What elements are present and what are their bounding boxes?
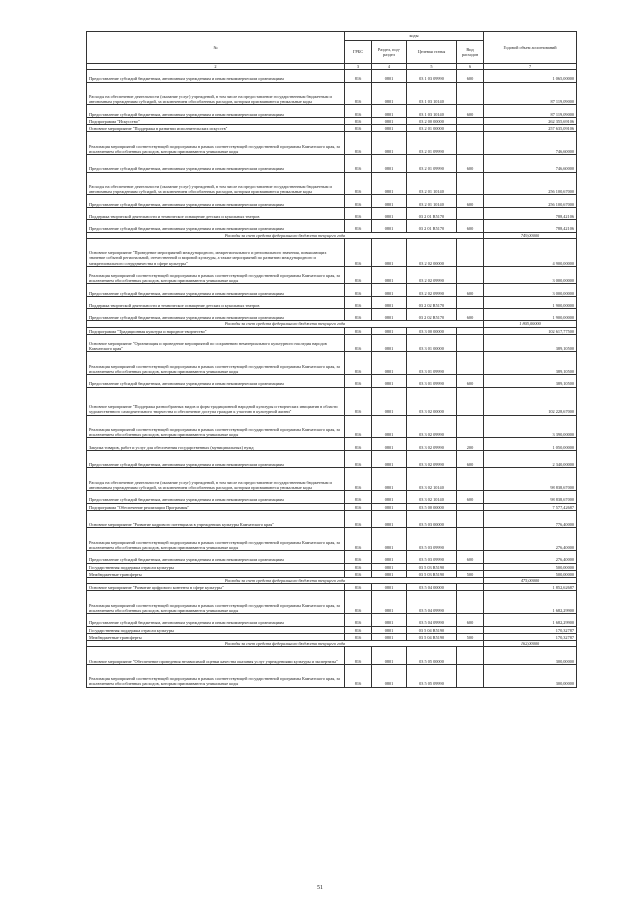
grbs-code: 816 — [345, 664, 372, 687]
target-article-code: 03 2 02 00000 — [407, 238, 457, 266]
row-amount: 102 228,67000 — [484, 387, 577, 415]
expense-type-code — [457, 503, 484, 510]
target-article-code: 03 2 01 10140 — [407, 195, 457, 207]
razdel-code: 0801 — [372, 117, 407, 124]
table-row — [87, 450, 577, 468]
row-name: Предоставление субсидий бюджетным, автономным учреждениям и иным некоммерческим организациям — [87, 375, 345, 387]
target-article-code: 03 5 03 09990 — [407, 551, 457, 563]
row-amount: 262 355,69106 — [484, 117, 577, 124]
row-amount: 788,42106 — [484, 220, 577, 232]
column-number: 7 — [484, 64, 577, 70]
header-razdel: Раздел, под-раздел — [372, 41, 407, 64]
row-name: Реализация мероприятий соответствующей подпрограммы в рамках соответствующей государственной программы Камчатского края, за исключением обособленных расходов, которым присваиваются уникальные коды — [87, 528, 345, 551]
note-amount: 1 805,00000 — [484, 321, 577, 327]
expense-type-code: 600 — [457, 284, 484, 296]
grbs-code: 816 — [345, 195, 372, 207]
target-article-code: 03 2 01 R5170 — [407, 207, 457, 219]
razdel-code: 0801 — [372, 334, 407, 352]
table-row — [87, 220, 577, 232]
target-article-code: 03 3 02 09990 — [407, 450, 457, 468]
razdel-code: 0801 — [372, 207, 407, 219]
row-name: Межбюджетные трансферты — [87, 570, 345, 577]
table-row — [87, 375, 577, 387]
razdel-code: 0801 — [372, 591, 407, 614]
razdel-code: 0801 — [372, 468, 407, 491]
row-name: Реализация мероприятий соответствующей подпрограммы в рамках соответствующей государственной программы Камчатского края, за исключением обособленных расходов, которым присваиваются уникальные коды — [87, 352, 345, 375]
table-body — [87, 64, 577, 688]
row-amount: 3 000,00000 — [484, 284, 577, 296]
table-row — [87, 105, 577, 117]
table-row — [87, 70, 577, 82]
expense-type-code: 600 — [457, 491, 484, 503]
grbs-code: 816 — [345, 105, 372, 117]
grbs-code: 816 — [345, 551, 372, 563]
grbs-code: 816 — [345, 327, 372, 334]
expense-type-code — [457, 647, 484, 665]
row-name: Предоставление субсидий бюджетным, автономным учреждениям и иным некоммерческим организациям — [87, 220, 345, 232]
row-name: Предоставление субсидий бюджетным, автономным учреждениям и иным некоммерческим организациям — [87, 614, 345, 626]
expense-type-code: 500 — [457, 570, 484, 577]
table-row — [87, 563, 577, 570]
row-amount: 2 340,00000 — [484, 450, 577, 468]
row-amount: 170,32787 — [484, 633, 577, 640]
expense-type-code — [457, 207, 484, 219]
header-celevaya: Целевая статья — [407, 41, 457, 64]
razdel-code: 0801 — [372, 327, 407, 334]
target-article-code: 03 5 03 00000 — [407, 510, 457, 528]
row-name: Реализация мероприятий соответствующей подпрограммы в рамках соответствующей государственной программы Камчатского края, за исключением обособленных расходов, которым присваиваются уникальные коды — [87, 132, 345, 155]
row-name: Расходы на обеспечение деятельности (оказание услуг) учреждений, в том числе на предоставление государственным бюджетным и автономным учреждениям субсидий, за исключением обособленных расходов, которым присваиваются уникальные коды — [87, 172, 345, 195]
razdel-code: 0801 — [372, 220, 407, 232]
expense-type-code — [457, 327, 484, 334]
target-article-code: 03 2 02 09990 — [407, 284, 457, 296]
razdel-code: 0801 — [372, 238, 407, 266]
expense-type-code: 600 — [457, 195, 484, 207]
row-amount: 87 119,09000 — [484, 82, 577, 105]
target-article-code: 03 5 05 00000 — [407, 647, 457, 665]
budget-table — [86, 31, 577, 688]
target-article-code: 03 3 01 00000 — [407, 334, 457, 352]
row-amount: 170,32787 — [484, 626, 577, 633]
razdel-code: 0801 — [372, 309, 407, 321]
razdel-code: 0801 — [372, 415, 407, 438]
row-amount: 389,10500 — [484, 375, 577, 387]
grbs-code: 816 — [345, 503, 372, 510]
razdel-code: 0801 — [372, 551, 407, 563]
grbs-code: 816 — [345, 570, 372, 577]
razdel-code: 0801 — [372, 124, 407, 131]
razdel-code: 0801 — [372, 375, 407, 387]
grbs-code: 816 — [345, 614, 372, 626]
column-number: 6 — [457, 64, 484, 70]
razdel-code: 0801 — [372, 528, 407, 551]
table-row — [87, 570, 577, 577]
grbs-code: 816 — [345, 296, 372, 308]
grbs-code: 816 — [345, 334, 372, 352]
expense-type-code: 600 — [457, 375, 484, 387]
row-name: Предоставление субсидий бюджетным, автономным учреждениям и иным некоммерческим организациям — [87, 70, 345, 82]
row-name: Предоставление субсидий бюджетным, автономным учреждениям и иным некоммерческим организациям — [87, 309, 345, 321]
note-amount: 475,00000 — [484, 577, 577, 583]
grbs-code: 816 — [345, 82, 372, 105]
row-name: Основное мероприятие "Развитие цифрового контента в сфере культуры" — [87, 584, 345, 591]
note-label: Расходы за счет средств федерального бюджета текущего года — [87, 321, 484, 327]
expense-type-code — [457, 626, 484, 633]
grbs-code: 816 — [345, 626, 372, 633]
grbs-code: 816 — [345, 154, 372, 172]
grbs-code: 816 — [345, 70, 372, 82]
expense-type-code — [457, 82, 484, 105]
table-row — [87, 528, 577, 551]
column-number: 4 — [372, 64, 407, 70]
row-name: Основное мероприятие "Поддержка разнообразных видов и форм традиционной народной культуры и творческих инициатив в области художественного самодеятельного творчества и обеспечение доступа граждан к участию в культурной жизни" — [87, 387, 345, 415]
table-row — [87, 172, 577, 195]
row-name: Реализация мероприятий соответствующей подпрограммы в рамках соответствующей государственной программы Камчатского края, за исключением обособленных расходов, которым присваиваются уникальные коды — [87, 591, 345, 614]
row-amount: 4 900,00000 — [484, 238, 577, 266]
grbs-code: 816 — [345, 238, 372, 266]
row-amount: 1 682,29900 — [484, 614, 577, 626]
row-name: Основное мероприятие "Развитие кадрового потенциала в учреждениях культуры Камчатского края" — [87, 510, 345, 528]
expense-type-code — [457, 266, 484, 284]
row-name: Основное мероприятие "Поддержка в развитии исполнительских искусств" — [87, 124, 345, 131]
row-name: Поддержка творческой деятельности и техническое оснащение детских и кукольных театров — [87, 207, 345, 219]
expense-type-code — [457, 415, 484, 438]
razdel-code: 0801 — [372, 132, 407, 155]
table-row — [87, 510, 577, 528]
target-article-code: 03 5 03 R5190 — [407, 563, 457, 570]
row-name: Подпрограмма "Искусство" — [87, 117, 345, 124]
expense-type-code — [457, 563, 484, 570]
note-amount: 749,00000 — [484, 232, 577, 238]
target-article-code: 03 5 03 09990 — [407, 528, 457, 551]
expense-type-code — [457, 510, 484, 528]
razdel-code: 0801 — [372, 352, 407, 375]
row-amount: 788,42106 — [484, 207, 577, 219]
razdel-code: 0801 — [372, 195, 407, 207]
table-row — [87, 309, 577, 321]
target-article-code: 03 2 01 R5170 — [407, 220, 457, 232]
razdel-code: 0801 — [372, 172, 407, 195]
row-name: Предоставление субсидий бюджетным, автономным учреждениям и иным некоммерческим организациям — [87, 450, 345, 468]
target-article-code: 03 1 03 10140 — [407, 105, 457, 117]
row-amount: 500,00000 — [484, 563, 577, 570]
row-name: Основное мероприятие "Проведение мероприятий международного, межрегионального и регионального значения, повышающих значение событий региональной, отечественной и мировой культуры, а также мероприятий по развитию международного и межрегионального сотрудничества в сфере культуры" — [87, 238, 345, 266]
header-total: Годовой объем ассигнований — [484, 32, 577, 64]
row-amount: 276,40000 — [484, 528, 577, 551]
grbs-code: 816 — [345, 415, 372, 438]
expense-type-code — [457, 172, 484, 195]
row-name: Межбюджетные трансферты — [87, 633, 345, 640]
column-number: 3 — [345, 64, 372, 70]
table-row — [87, 415, 577, 438]
note-label: Расходы за счет средств федерального бюджета текущего года — [87, 640, 484, 646]
expense-type-code: 600 — [457, 70, 484, 82]
razdel-code: 0801 — [372, 510, 407, 528]
razdel-code: 0801 — [372, 614, 407, 626]
expense-type-code: 600 — [457, 450, 484, 468]
grbs-code: 816 — [345, 220, 372, 232]
table-row — [87, 633, 577, 640]
table-row — [87, 154, 577, 172]
expense-type-code: 200 — [457, 438, 484, 450]
row-amount: 1 682,29900 — [484, 591, 577, 614]
grbs-code: 816 — [345, 591, 372, 614]
row-name: Реализация мероприятий соответствующей подпрограммы в рамках соответствующей государственной программы Камчатского края, за исключением обособленных расходов, которым присваиваются уникальные коды — [87, 664, 345, 687]
table-row — [87, 438, 577, 450]
row-amount: 389,10500 — [484, 352, 577, 375]
grbs-code: 816 — [345, 132, 372, 155]
target-article-code: 03 3 02 10140 — [407, 468, 457, 491]
note-amount: 162,00000 — [484, 640, 577, 646]
row-amount: 1 900,00000 — [484, 296, 577, 308]
grbs-code: 816 — [345, 633, 372, 640]
razdel-code: 0801 — [372, 503, 407, 510]
row-amount: 776,40000 — [484, 510, 577, 528]
row-amount: 300,00000 — [484, 647, 577, 665]
table-row — [87, 284, 577, 296]
razdel-code: 0801 — [372, 633, 407, 640]
razdel-code: 0801 — [372, 266, 407, 284]
table-row — [87, 584, 577, 591]
expense-type-code — [457, 468, 484, 491]
row-amount: 300,00000 — [484, 664, 577, 687]
grbs-code: 816 — [345, 172, 372, 195]
target-article-code: 03 3 02 10140 — [407, 491, 457, 503]
target-article-code: 03 3 02 09990 — [407, 438, 457, 450]
row-name: Основное мероприятие "Обеспечение проведения независимой оценки качества оказания услуг учреждениями культуры и экспертизы" — [87, 647, 345, 665]
row-amount: 746,60000 — [484, 132, 577, 155]
header-codes: коды — [345, 32, 484, 41]
target-article-code: 03 2 02 09990 — [407, 266, 457, 284]
grbs-code: 816 — [345, 450, 372, 468]
grbs-code: 816 — [345, 266, 372, 284]
expense-type-code — [457, 584, 484, 591]
grbs-code: 816 — [345, 491, 372, 503]
row-amount: 102 617,77500 — [484, 327, 577, 334]
row-amount: 1 900,00000 — [484, 309, 577, 321]
expense-type-code — [457, 238, 484, 266]
expense-type-code: 600 — [457, 309, 484, 321]
grbs-code: 816 — [345, 207, 372, 219]
grbs-code: 816 — [345, 124, 372, 131]
razdel-code: 0801 — [372, 387, 407, 415]
razdel-code: 0801 — [372, 154, 407, 172]
table-row — [87, 207, 577, 219]
table-row — [87, 387, 577, 415]
expense-type-code — [457, 334, 484, 352]
razdel-code: 0801 — [372, 647, 407, 665]
expense-type-code — [457, 296, 484, 308]
expense-type-code — [457, 352, 484, 375]
header-grbs: ГРБС — [345, 41, 372, 64]
table-row — [87, 327, 577, 334]
row-amount: 7 577,42687 — [484, 503, 577, 510]
row-amount: 256 100,67000 — [484, 172, 577, 195]
grbs-code: 816 — [345, 309, 372, 321]
expense-type-code: 600 — [457, 551, 484, 563]
grbs-code: 816 — [345, 352, 372, 375]
table-row — [87, 82, 577, 105]
target-article-code: 03 5 04 R5190 — [407, 633, 457, 640]
target-article-code: 03 5 04 09990 — [407, 591, 457, 614]
razdel-code: 0801 — [372, 296, 407, 308]
target-article-code: 03 2 02 R5170 — [407, 309, 457, 321]
razdel-code: 0801 — [372, 563, 407, 570]
table-row — [87, 266, 577, 284]
table-row — [87, 334, 577, 352]
row-amount: 257 635,09106 — [484, 124, 577, 131]
target-article-code: 03 2 02 R5170 — [407, 296, 457, 308]
page-number: 51 — [317, 885, 323, 891]
grbs-code: 816 — [345, 375, 372, 387]
row-name: Государственная поддержка отрасли культуры — [87, 626, 345, 633]
row-amount: 500,00000 — [484, 570, 577, 577]
row-name: Предоставление субсидий бюджетным, автономным учреждениям и иным некоммерческим организациям — [87, 195, 345, 207]
grbs-code: 816 — [345, 387, 372, 415]
expense-type-code: 600 — [457, 220, 484, 232]
expense-type-code — [457, 591, 484, 614]
target-article-code: 03 5 00 00000 — [407, 503, 457, 510]
table-row — [87, 664, 577, 687]
target-article-code: 03 1 03 10140 — [407, 82, 457, 105]
row-amount: 98 838,67000 — [484, 491, 577, 503]
table-row — [87, 468, 577, 491]
target-article-code: 03 5 03 R5190 — [407, 570, 457, 577]
target-article-code: 03 2 01 09990 — [407, 154, 457, 172]
table-row — [87, 117, 577, 124]
target-article-code: 03 1 03 09990 — [407, 70, 457, 82]
razdel-code: 0801 — [372, 664, 407, 687]
expense-type-code — [457, 124, 484, 131]
row-amount: 1 050,00000 — [484, 438, 577, 450]
row-amount: 3 390,00000 — [484, 415, 577, 438]
row-amount: 256 100,67000 — [484, 195, 577, 207]
table-row — [87, 647, 577, 665]
header-num: № — [87, 32, 345, 64]
razdel-code: 0801 — [372, 584, 407, 591]
table-row — [87, 132, 577, 155]
expense-type-code — [457, 117, 484, 124]
table-row — [87, 503, 577, 510]
row-amount: 276,40000 — [484, 551, 577, 563]
row-amount: 98 838,67000 — [484, 468, 577, 491]
row-name: Государственная поддержка отрасли культуры — [87, 563, 345, 570]
column-number: 2 — [87, 64, 345, 70]
table-row — [87, 491, 577, 503]
row-name: Предоставление субсидий бюджетным, автономным учреждениям и иным некоммерческим организациям — [87, 154, 345, 172]
target-article-code: 03 5 04 00000 — [407, 584, 457, 591]
target-article-code: 03 2 00 00000 — [407, 117, 457, 124]
note-label: Расходы за счет средств федерального бюджета текущего года — [87, 232, 484, 238]
header-vid: Вид расходов — [457, 41, 484, 64]
target-article-code: 03 3 02 09990 — [407, 415, 457, 438]
grbs-code: 816 — [345, 584, 372, 591]
row-name: Расходы на обеспечение деятельности (оказание услуг) учреждений, в том числе на предоставление государственным бюджетным и автономным учреждениям субсидий, за исключением обособленных расходов, которым присваиваются уникальные коды — [87, 82, 345, 105]
razdel-code: 0801 — [372, 450, 407, 468]
row-amount: 3 000,00000 — [484, 266, 577, 284]
razdel-code: 0801 — [372, 491, 407, 503]
table-row — [87, 124, 577, 131]
row-name: Реализация мероприятий соответствующей подпрограммы в рамках соответствующей государственной программы Камчатского края, за исключением обособленных расходов, которым присваиваются уникальные коды — [87, 266, 345, 284]
expense-type-code — [457, 387, 484, 415]
expense-type-code: 600 — [457, 154, 484, 172]
row-amount: 389,10500 — [484, 334, 577, 352]
row-name: Реализация мероприятий соответствующей подпрограммы в рамках соответствующей государственной программы Камчатского края, за исключением обособленных расходов, которым присваиваются уникальные коды — [87, 415, 345, 438]
expense-type-code — [457, 664, 484, 687]
row-name: Расходы на обеспечение деятельности (оказание услуг) учреждений, в том числе на предоставление государственным бюджетным и автономным учреждениям субсидий, за исключением обособленных расходов, которым присваиваются уникальные коды — [87, 468, 345, 491]
target-article-code: 03 5 04 09990 — [407, 614, 457, 626]
table-row — [87, 626, 577, 633]
grbs-code: 816 — [345, 438, 372, 450]
row-amount: 87 119,09000 — [484, 105, 577, 117]
expense-type-code — [457, 132, 484, 155]
table-row — [87, 352, 577, 375]
row-name: Подпрограмма "Обеспечение реализации Программы" — [87, 503, 345, 510]
razdel-code: 0801 — [372, 70, 407, 82]
grbs-code: 816 — [345, 284, 372, 296]
row-name: Предоставление субсидий бюджетным, автономным учреждениям и иным некоммерческим организациям — [87, 284, 345, 296]
row-amount: 1 065,00000 — [484, 70, 577, 82]
razdel-code: 0801 — [372, 284, 407, 296]
grbs-code: 816 — [345, 510, 372, 528]
target-article-code: 03 2 01 10140 — [407, 172, 457, 195]
grbs-code: 816 — [345, 468, 372, 491]
grbs-code: 816 — [345, 117, 372, 124]
table-row — [87, 551, 577, 563]
target-article-code: 03 5 05 09990 — [407, 664, 457, 687]
target-article-code: 03 3 00 00000 — [407, 327, 457, 334]
razdel-code: 0801 — [372, 82, 407, 105]
row-name: Поддержка творческой деятельности и техническое оснащение детских и кукольных театров — [87, 296, 345, 308]
grbs-code: 816 — [345, 563, 372, 570]
row-name: Основное мероприятие "Организация и проведение мероприятий по сохранению нематериального культурного наследия народов Камчатского края" — [87, 334, 345, 352]
razdel-code: 0801 — [372, 438, 407, 450]
razdel-code: 0801 — [372, 626, 407, 633]
note-label: Расходы за счет средств федерального бюджета текущего года — [87, 577, 484, 583]
table-row — [87, 614, 577, 626]
expense-type-code: 600 — [457, 614, 484, 626]
row-name: Предоставление субсидий бюджетным, автономным учреждениям и иным некоммерческим организациям — [87, 551, 345, 563]
row-amount: 1 852,62687 — [484, 584, 577, 591]
table-row — [87, 238, 577, 266]
target-article-code: 03 2 01 09990 — [407, 132, 457, 155]
row-name: Закупка товаров, работ и услуг для обеспечения государственных (муниципальных) нужд — [87, 438, 345, 450]
razdel-code: 0801 — [372, 570, 407, 577]
row-name: Предоставление субсидий бюджетным, автономным учреждениям и иным некоммерческим организациям — [87, 105, 345, 117]
target-article-code: 03 3 01 09990 — [407, 352, 457, 375]
target-article-code: 03 3 02 00000 — [407, 387, 457, 415]
expense-type-code — [457, 528, 484, 551]
grbs-code: 816 — [345, 528, 372, 551]
razdel-code: 0801 — [372, 105, 407, 117]
table-row — [87, 195, 577, 207]
target-article-code: 03 2 01 00000 — [407, 124, 457, 131]
grbs-code: 816 — [345, 647, 372, 665]
expense-type-code: 600 — [457, 105, 484, 117]
target-article-code: 03 3 01 09990 — [407, 375, 457, 387]
row-name: Подпрограмма "Традиционная культура и народное творчество" — [87, 327, 345, 334]
row-amount: 746,60000 — [484, 154, 577, 172]
expense-type-code: 500 — [457, 633, 484, 640]
table-row — [87, 591, 577, 614]
column-number: 5 — [407, 64, 457, 70]
target-article-code: 03 5 04 R5190 — [407, 626, 457, 633]
row-name: Предоставление субсидий бюджетным, автономным учреждениям и иным некоммерческим организациям — [87, 491, 345, 503]
table-row — [87, 296, 577, 308]
